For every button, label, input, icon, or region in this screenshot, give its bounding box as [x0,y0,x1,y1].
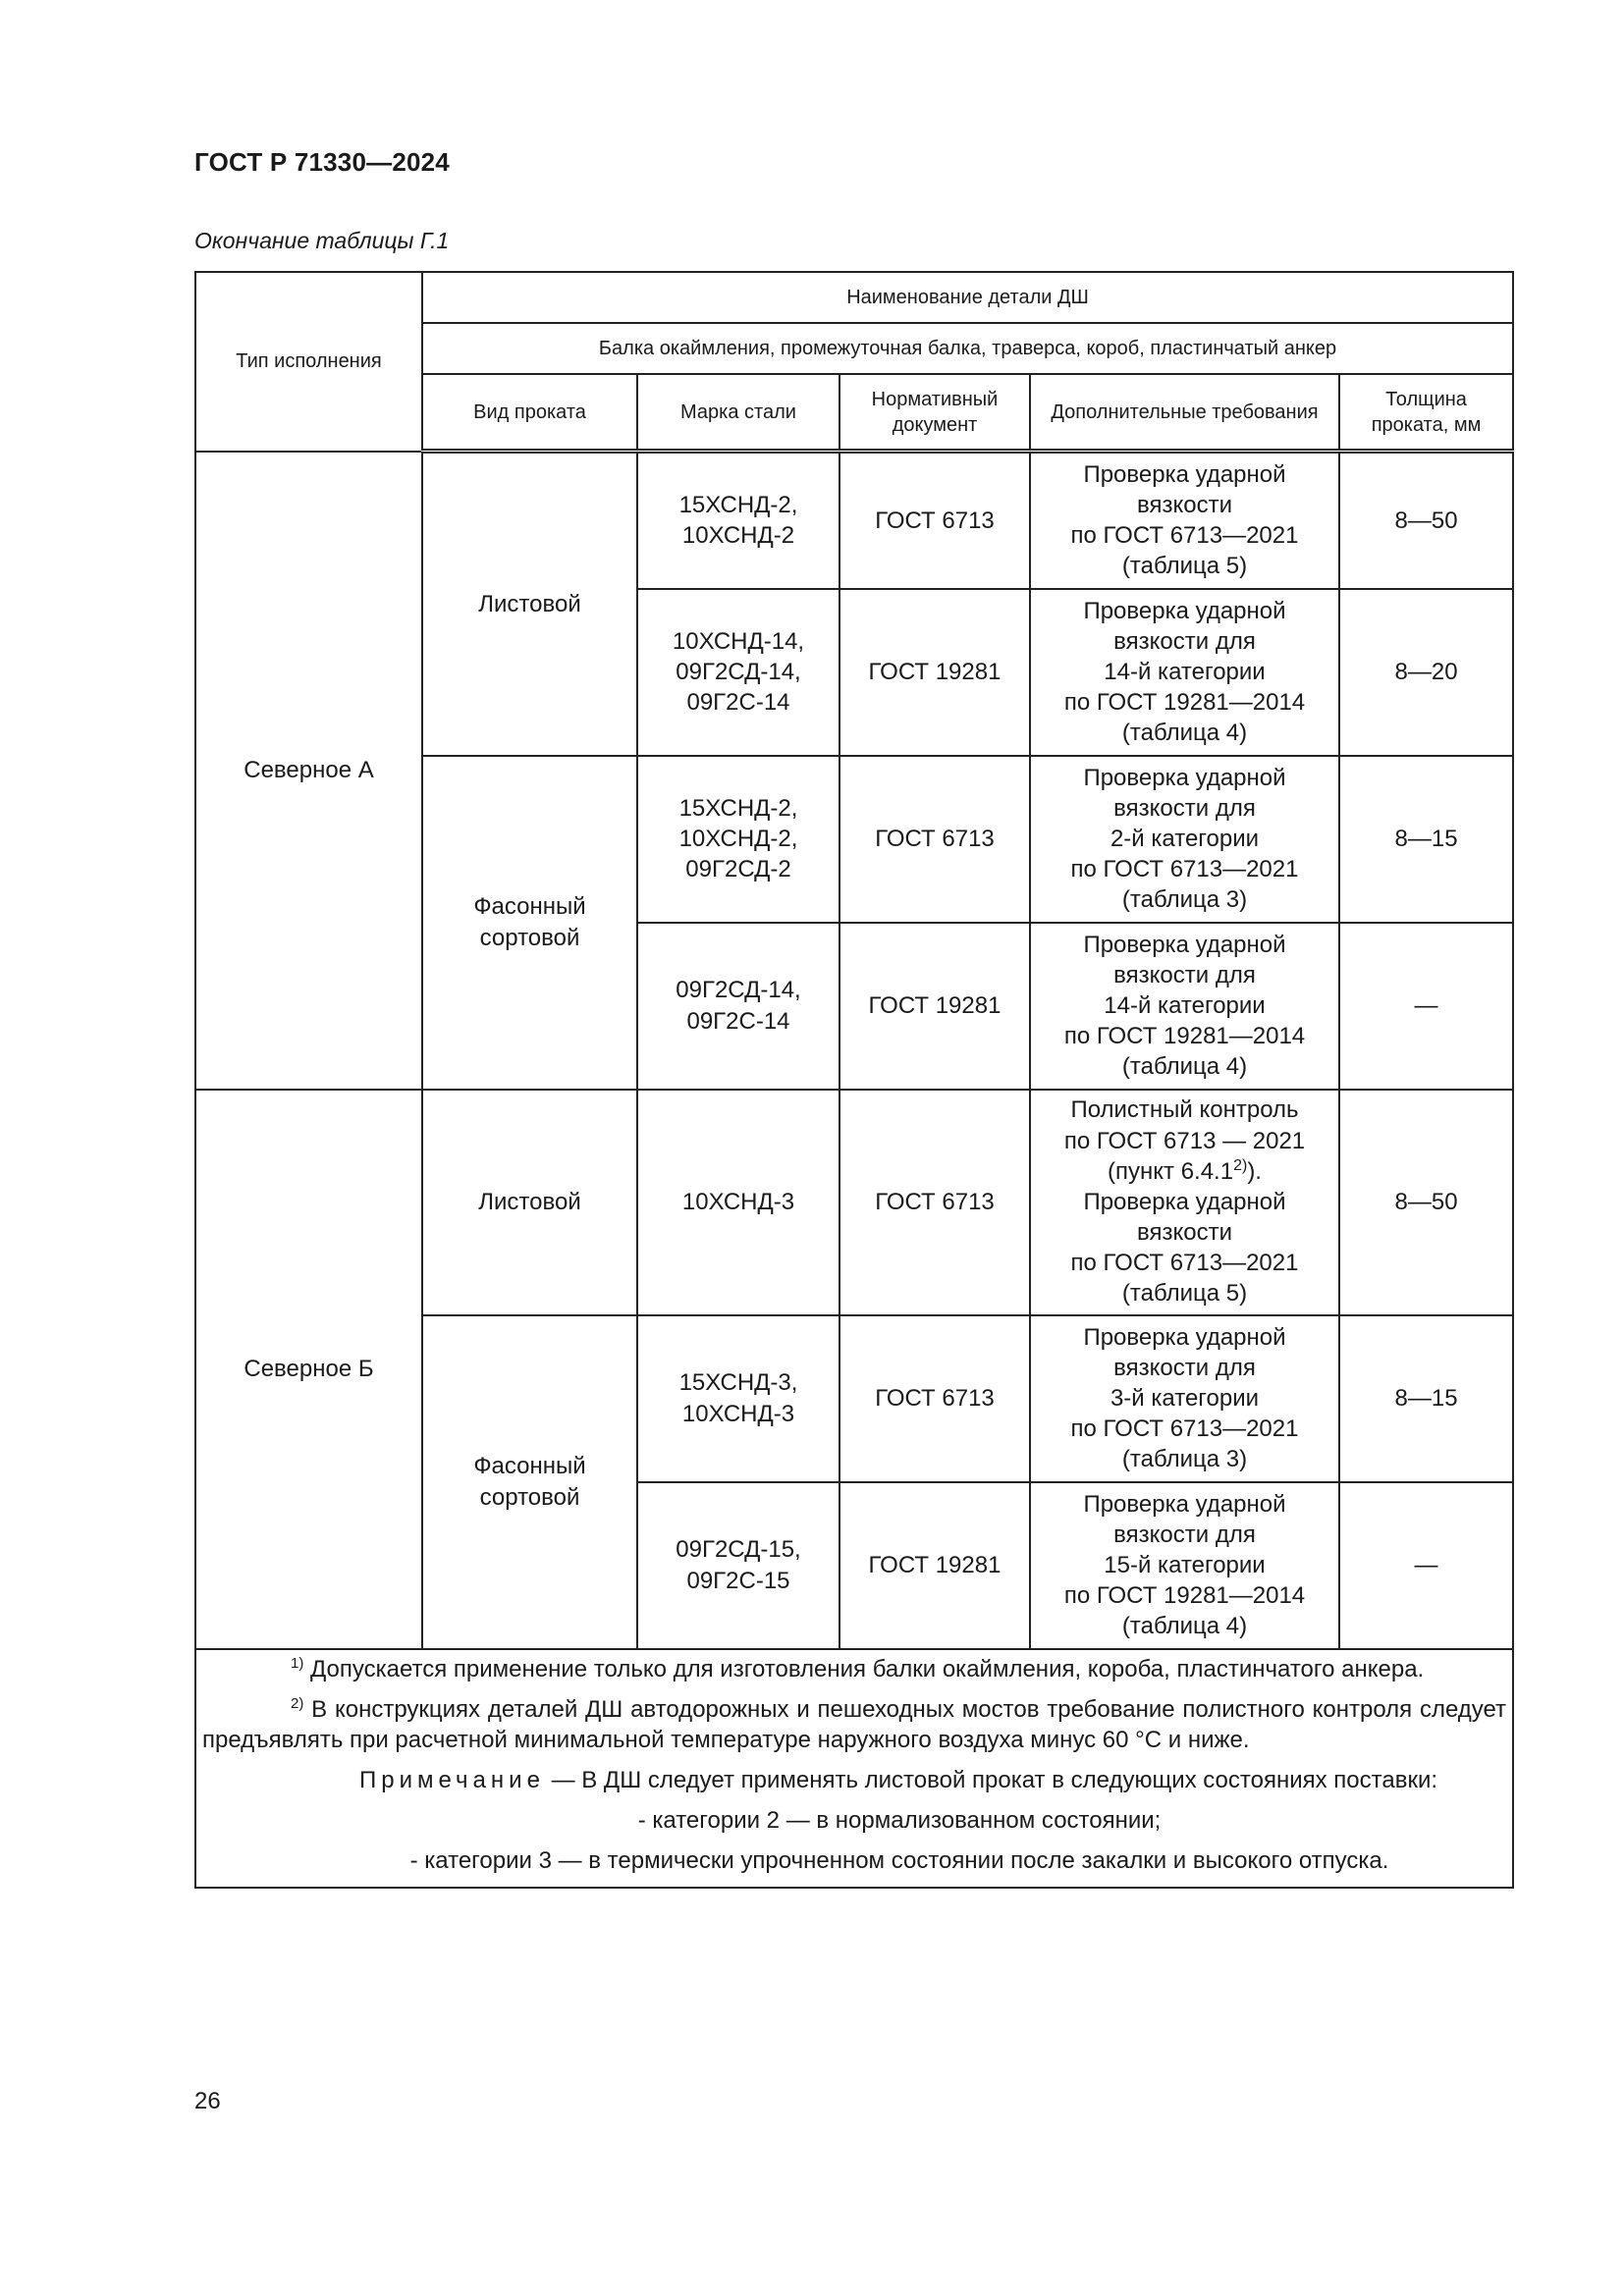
footnote-2: $^{2)}$ В конструкциях деталей ДШ автодорожных и пешеходных мостов требование полистного контроля следует предъявлять при расчетной минимальной температуре наружного воздуха минус 60 °С и ниже. [202,1694,1507,1753]
cell-rolled-type: Листовой [422,1090,637,1315]
cell-rolled-type: Листовой [422,452,637,756]
note-label: Примечание [359,1767,545,1794]
steel-requirements-table [194,271,1514,1889]
note-heading: Примечание — В ДШ следует применять листовой прокат в следующих состояниях поставки: [359,1767,1438,1794]
cell-additional-req: Проверка ударной вязкости для 14-й категории по ГОСТ 19281—2014 (таблица 4) [1030,923,1339,1090]
page-number: 26 [194,2088,221,2114]
cell-normative-doc: ГОСТ 19281 [839,589,1030,756]
cell-steel-grade: 15ХСНД-2, 10ХСНД-2, 09Г2СД-2 [637,756,839,923]
subgroup-header-parts: Балка окаймления, промежуточная балка, траверса, короб, пластинчатый анкер [422,323,1513,374]
col-header-type: Тип исполнения [195,272,422,452]
cell-rolled-type: Фасонный сортовой [422,756,637,1090]
cell-thickness: 8—15 [1339,1315,1513,1482]
cell-additional-req: Проверка ударной вязкости по ГОСТ 6713—2021 (таблица 5) [1030,452,1339,589]
table-row [195,1090,1513,1315]
cell-execution-type: Северное Б [195,1090,422,1649]
cell-additional-req: Полистный контроль по ГОСТ 6713 — 2021 (пункт 6.4.1$^{2)}$). Проверка ударной вязкости по ГОСТ 6713—2021 (таблица 5) [1030,1090,1339,1315]
cell-steel-grade: 15ХСНД-2, 10ХСНД-2 [637,452,839,589]
cell-thickness: — [1339,1482,1513,1649]
notes-row [195,1649,1513,1888]
cell-rolled-type: Фасонный сортовой [422,1315,637,1649]
col-header-normative-doc: Нормативный документ [839,374,1030,452]
cell-normative-doc: ГОСТ 19281 [839,1482,1030,1649]
cell-normative-doc: ГОСТ 6713 [839,1090,1030,1315]
cell-steel-grade: 15ХСНД-3, 10ХСНД-3 [637,1315,839,1482]
cell-steel-grade: 09Г2СД-14, 09Г2С-14 [637,923,839,1090]
cell-thickness: 8—15 [1339,756,1513,923]
cell-thickness: — [1339,923,1513,1090]
group-header-part-name: Наименование детали ДШ [422,272,1513,323]
cell-normative-doc: ГОСТ 6713 [839,756,1030,923]
table-caption: Окончание таблицы Г.1 [194,228,450,253]
table-row [195,452,1513,589]
cell-normative-doc: ГОСТ 6713 [839,452,1030,589]
cell-thickness: 8—20 [1339,589,1513,756]
cell-steel-grade: 09Г2СД-15, 09Г2С-15 [637,1482,839,1649]
footnote-1: $^{1)}$ Допускается применение только для изготовления балки окаймления, короба, пластинчатого анкера. [291,1654,1425,1682]
cell-execution-type: Северное А [195,452,422,1090]
col-header-rolled-type: Вид проката [422,374,637,452]
cell-thickness: 8—50 [1339,1090,1513,1315]
col-header-additional-req: Дополнительные требования [1030,374,1339,452]
cell-normative-doc: ГОСТ 19281 [839,923,1030,1090]
cell-additional-req: Проверка ударной вязкости для 15-й категории по ГОСТ 19281—2014 (таблица 4) [1030,1482,1339,1649]
footnote-ref-2: 2) [1233,1156,1248,1174]
cell-normative-doc: ГОСТ 6713 [839,1315,1030,1482]
notes-cell [195,1649,1513,1888]
cell-additional-req: Проверка ударной вязкости для 14-й категории по ГОСТ 19281—2014 (таблица 4) [1030,589,1339,756]
cell-thickness: 8—50 [1339,452,1513,589]
cell-steel-grade: 10ХСНД-14, 09Г2СД-14, 09Г2С-14 [637,589,839,756]
col-header-steel-grade: Марка стали [637,374,839,452]
cell-additional-req: Проверка ударной вязкости для 2-й категории по ГОСТ 6713—2021 (таблица 3) [1030,756,1339,923]
col-header-thickness: Толщина проката, мм [1339,374,1513,452]
standard-number: ГОСТ Р 71330—2024 [194,147,450,177]
note-item: - категории 3 — в термически упрочненном состоянии после закалки и высокого отпуска. [409,1847,1389,1875]
note-item: - категории 2 — в нормализованном состоянии; [637,1807,1162,1835]
cell-additional-req: Проверка ударной вязкости для 3-й категории по ГОСТ 6713—2021 (таблица 3) [1030,1315,1339,1482]
cell-steel-grade: 10ХСНД-3 [637,1090,839,1315]
